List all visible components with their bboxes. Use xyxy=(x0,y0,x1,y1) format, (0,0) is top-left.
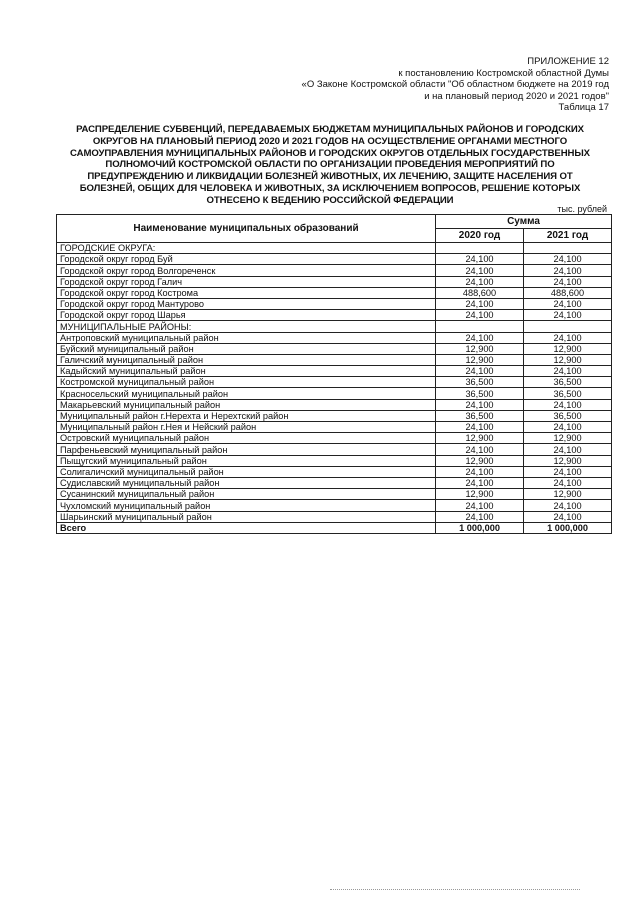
table-row xyxy=(57,276,612,287)
table-row xyxy=(57,354,612,365)
amount-2021-cell: 24,100 xyxy=(524,265,612,276)
amount-2021-cell: 24,100 xyxy=(524,254,612,265)
amount-2021-cell: 24,100 xyxy=(524,466,612,477)
column-header-name: Наименование муниципальных образований xyxy=(57,215,436,243)
amount-2020-cell: 24,100 xyxy=(436,265,524,276)
amount-2020-cell: 24,100 xyxy=(436,422,524,433)
table-row xyxy=(57,310,612,321)
amount-2020-cell: 24,100 xyxy=(436,511,524,522)
table-row xyxy=(57,410,612,421)
municipality-name-cell: Буйский муниципальный район xyxy=(57,343,436,354)
municipality-name-cell: Городской округ город Мантурово xyxy=(57,298,436,309)
amount-2020-cell: 24,100 xyxy=(436,310,524,321)
table-row xyxy=(57,455,612,466)
table-row xyxy=(57,422,612,433)
appendix-law-period: и на плановый период 2020 и 2021 годов" xyxy=(424,90,609,102)
amount-2020-cell: 36,500 xyxy=(436,377,524,388)
title-line: БОЛЕЗНЕЙ, ОБЩИХ ДЛЯ ЧЕЛОВЕКА И ЖИВОТНЫХ, ЗА ИСКЛЮЧЕНИЕМ ВОПРОСОВ, РЕШЕНИЕ КОТОРЫХ xyxy=(79,182,581,194)
table-row xyxy=(57,366,612,377)
units-label: тыс. рублей xyxy=(557,204,607,214)
municipality-name-cell: Кадыйский муниципальный район xyxy=(57,366,436,377)
table-row xyxy=(57,321,612,332)
table-row xyxy=(57,388,612,399)
amount-2021-cell: 24,100 xyxy=(524,444,612,455)
table-row xyxy=(57,500,612,511)
amount-2021-cell: 36,500 xyxy=(524,377,612,388)
amount-2021-cell: 24,100 xyxy=(524,422,612,433)
amount-2021-cell: 24,100 xyxy=(524,310,612,321)
title-line: ОТНЕСЕНО К ВЕДЕНИЮ РОССИЙСКОЙ ФЕДЕРАЦИИ xyxy=(206,194,454,206)
table-total-row xyxy=(57,522,612,533)
appendix-number: ПРИЛОЖЕНИЕ 12 xyxy=(527,56,609,67)
amount-2021-cell: 24,100 xyxy=(524,399,612,410)
amount-2020-cell: 24,100 xyxy=(436,276,524,287)
table-row xyxy=(57,377,612,388)
amount-2020-cell: 12,900 xyxy=(436,343,524,354)
table-row xyxy=(57,298,612,309)
footer-divider xyxy=(330,889,580,890)
column-header-2020: 2020 год xyxy=(436,229,524,243)
municipality-name-cell: Галичский муниципальный район xyxy=(57,354,436,365)
amount-2021-cell: 12,900 xyxy=(524,433,612,444)
amount-2021-cell: 12,900 xyxy=(524,455,612,466)
municipality-name-cell: Антроповский муниципальный район xyxy=(57,332,436,343)
municipality-name-cell: Городской округ город Шарья xyxy=(57,310,436,321)
municipality-name-cell: Макарьевский муниципальный район xyxy=(57,399,436,410)
amount-2021-cell: 24,100 xyxy=(524,500,612,511)
amount-2020-cell: 36,500 xyxy=(436,388,524,399)
total-2020-cell: 1 000,000 xyxy=(436,522,524,533)
municipality-name-cell: Солигаличский муниципальный район xyxy=(57,466,436,477)
table-body xyxy=(57,243,612,534)
amount-2020-cell: 12,900 xyxy=(436,455,524,466)
document-title xyxy=(40,124,620,207)
table-row xyxy=(57,444,612,455)
amount-2021-cell: 12,900 xyxy=(524,343,612,354)
amount-2021-cell: 24,100 xyxy=(524,366,612,377)
table-row xyxy=(57,433,612,444)
municipality-name-cell: МУНИЦИПАЛЬНЫЕ РАЙОНЫ: xyxy=(57,321,436,332)
municipality-name-cell: Парфеньевский муниципальный район xyxy=(57,444,436,455)
amount-2021-cell: 488,600 xyxy=(524,287,612,298)
amount-2020-cell: 12,900 xyxy=(436,489,524,500)
amount-2021-cell: 12,900 xyxy=(524,489,612,500)
title-line: ОКРУГОВ НА ПЛАНОВЫЙ ПЕРИОД 2020 И 2021 ГОДОВ НА ОСУЩЕСТВЛЕНИЕ ОРГАНАМИ МЕСТНОГО xyxy=(92,135,568,147)
amount-2021-cell: 36,500 xyxy=(524,410,612,421)
municipality-name-cell: Муниципальный район г.Нея и Нейский район xyxy=(57,422,436,433)
municipality-name-cell: Городской округ город Кострома xyxy=(57,287,436,298)
appendix-resolution: к постановлению Костромской областной Думы xyxy=(398,67,609,79)
table-row xyxy=(57,477,612,488)
table-row xyxy=(57,466,612,477)
table-row xyxy=(57,489,612,500)
amount-2021-cell: 24,100 xyxy=(524,511,612,522)
municipality-name-cell: Городской округ город Буй xyxy=(57,254,436,265)
amount-2020-cell: 24,100 xyxy=(436,444,524,455)
municipality-name-cell: Красносельский муниципальный район xyxy=(57,388,436,399)
amount-2020-cell: 24,100 xyxy=(436,466,524,477)
municipality-name-cell: Островский муниципальный район xyxy=(57,433,436,444)
amount-2020-cell: 24,100 xyxy=(436,500,524,511)
municipality-name-cell: Пыщугский муниципальный район xyxy=(57,455,436,466)
municipality-name-cell: Костромской муниципальный район xyxy=(57,377,436,388)
table-row xyxy=(57,332,612,343)
amount-2020-cell: 12,900 xyxy=(436,354,524,365)
amount-2020-cell: 36,500 xyxy=(436,410,524,421)
appendix-header xyxy=(302,56,609,114)
amount-2020-cell: 12,900 xyxy=(436,433,524,444)
municipality-name-cell: Шарьинский муниципальный район xyxy=(57,511,436,522)
table-number: Таблица 17 xyxy=(558,102,609,113)
table-row xyxy=(57,265,612,276)
table-header-row xyxy=(57,215,612,229)
amount-2021-cell: 24,100 xyxy=(524,298,612,309)
amount-2021-cell: 24,100 xyxy=(524,332,612,343)
title-line: САМОУПРАВЛЕНИЯ МУНИЦИПАЛЬНЫХ РАЙОНОВ И ГОРОДСКИХ ОКРУГОВ ОТДЕЛЬНЫХ ГОСУДАРСТВЕННЫХ xyxy=(70,147,590,159)
appendix-law-title: «О Законе Костромской области "Об областном бюджете на 2019 год xyxy=(301,79,609,90)
title-line: ПОЛНОМОЧИЙ КОСТРОМСКОЙ ОБЛАСТИ ПО ОРГАНИЗАЦИИ ПРОВЕДЕНИЯ МЕРОПРИЯТИЙ ПО xyxy=(105,159,555,171)
table-row xyxy=(57,287,612,298)
table-row xyxy=(57,243,612,254)
amount-2020-cell: 488,600 xyxy=(436,287,524,298)
column-header-sum: Сумма xyxy=(436,215,612,229)
table-row xyxy=(57,399,612,410)
table-row xyxy=(57,511,612,522)
amount-2021-cell: 24,100 xyxy=(524,477,612,488)
amount-2020-cell: 24,100 xyxy=(436,298,524,309)
title-line: РАСПРЕДЕЛЕНИЕ СУБВЕНЦИЙ, ПЕРЕДАВАЕМЫХ БЮДЖЕТАМ МУНИЦИПАЛЬНЫХ РАЙОНОВ И ГОРОДСКИХ xyxy=(76,124,584,135)
total-label-cell: Всего xyxy=(57,522,436,533)
municipality-name-cell: Муниципальный район г.Нерехта и Нерехтский район xyxy=(57,410,436,421)
municipality-name-cell: ГОРОДСКИЕ ОКРУГА: xyxy=(57,243,436,254)
amount-2020-cell: 24,100 xyxy=(436,332,524,343)
amount-2021-cell: 36,500 xyxy=(524,388,612,399)
table-row xyxy=(57,343,612,354)
title-line: ПРЕДУПРЕЖДЕНИЮ И ЛИКВИДАЦИИ БОЛЕЗНЕЙ ЖИВОТНЫХ, ИХ ЛЕЧЕНИЮ, ЗАЩИТЕ НАСЕЛЕНИЯ ОТ xyxy=(87,171,573,183)
total-2021-cell: 1 000,000 xyxy=(524,522,612,533)
amount-2021-cell xyxy=(524,243,612,254)
amount-2020-cell: 24,100 xyxy=(436,366,524,377)
municipality-name-cell: Городской округ город Галич xyxy=(57,276,436,287)
amount-2021-cell xyxy=(524,321,612,332)
amount-2020-cell: 24,100 xyxy=(436,399,524,410)
amount-2021-cell: 12,900 xyxy=(524,354,612,365)
amount-2021-cell: 24,100 xyxy=(524,276,612,287)
amount-2020-cell: 24,100 xyxy=(436,477,524,488)
amount-2020-cell: 24,100 xyxy=(436,254,524,265)
municipality-name-cell: Судиславский муниципальный район xyxy=(57,477,436,488)
municipality-name-cell: Городской округ город Волгореченск xyxy=(57,265,436,276)
amount-2020-cell xyxy=(436,243,524,254)
municipality-name-cell: Чухломский муниципальный район xyxy=(57,500,436,511)
municipality-name-cell: Сусанинский муниципальный район xyxy=(57,489,436,500)
table-row xyxy=(57,254,612,265)
subvention-table xyxy=(56,214,612,534)
column-header-2021: 2021 год xyxy=(524,229,612,243)
amount-2020-cell xyxy=(436,321,524,332)
